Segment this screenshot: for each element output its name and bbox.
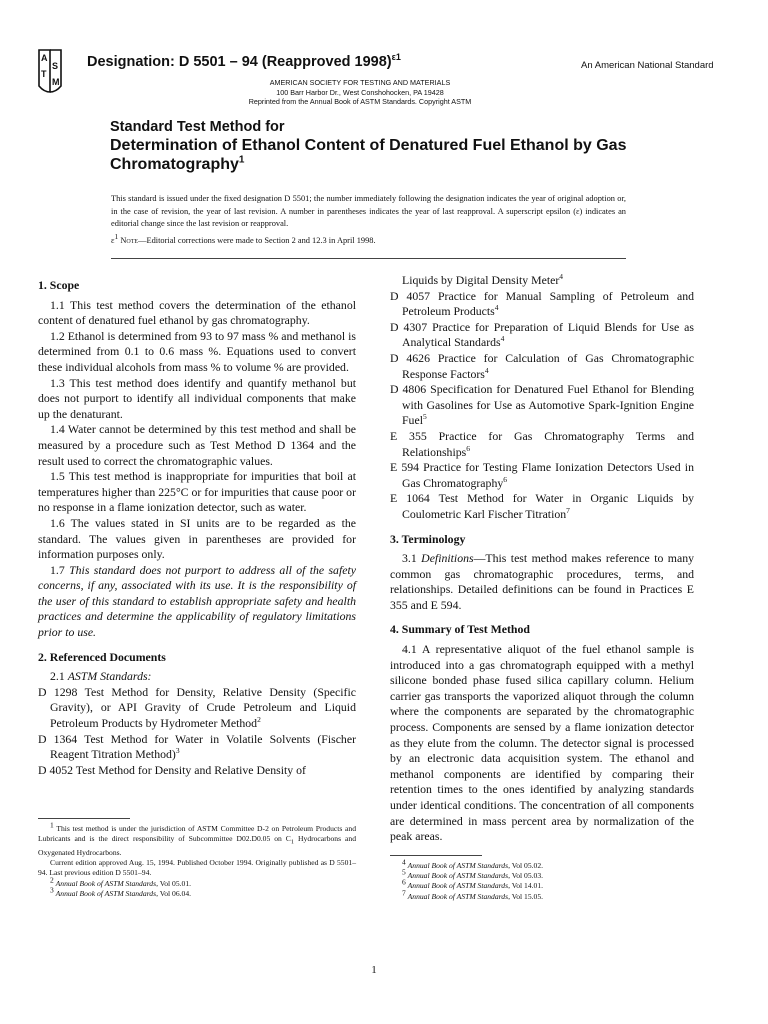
document-title: Standard Test Method for Determination of Ethanol Content of Denatured Fuel Ethanol by Gas Chromatography$^1$ <box>110 119 627 173</box>
paragraph-1-2: 1.2 Ethanol is determined from 93 to 97 mass % and methanol is determined from 0.1 to 0.6 mass %. Equations used to convert these individual alcohols from mass % to volume % are provided. <box>38 328 356 374</box>
paragraph-2-1: 2.1 ASTM Standards: <box>50 669 152 684</box>
footnote-2: $^2$ Annual Book of ASTM Standards, Vol 05.01. <box>50 875 192 888</box>
reference-d4626: D 4626 Practice for Calculation of Gas Chromatographic Response Factors$^4$ <box>390 350 694 381</box>
paragraph-3-1: 3.1 Definitions—This test method makes reference to many common gas chromatographic procedures, terms, and relationships. Detailed definitions can be found in Practices E 355 and E 594. <box>390 551 694 612</box>
footnotes-left <box>38 820 357 899</box>
section-heading-referenced-documents: 2. Referenced Documents <box>38 649 166 664</box>
national-standard-label: An American National Standard <box>581 60 714 71</box>
reference-d1364: D 1364 Test Method for Water in Volatile Solvents (Fischer Reagent Titration Method)$^3$ <box>38 731 356 762</box>
reference-d4057: D 4057 Practice for Manual Sampling of Petroleum and Petroleum Products$^4$ <box>390 288 694 319</box>
paragraph-1-3: 1.3 This test method does identify and quantify methanol but does not purport to identify all individual components that make up the denaturant. <box>38 375 356 421</box>
astm-logo <box>36 48 64 94</box>
section-heading-summary: 4. Summary of Test Method <box>390 622 530 637</box>
footnote-5: $^5$ Annual Book of ASTM Standards, Vol 05.03. <box>402 867 544 881</box>
designation: Designation: D 5501 – 94 (Reapproved 1998)$^{\varepsilon 1}$ <box>87 52 401 70</box>
footnote-7: $^7$ Annual Book of ASTM Standards, Vol 15.05. <box>402 888 544 901</box>
reference-d4806: D 4806 Specification for Denatured Fuel Ethanol for Blending with Gasolines for Use as Automotive Spark-Ignition Engine Fuel$^5$ <box>390 382 694 428</box>
header-divider <box>111 258 626 259</box>
reference-d1298: D 1298 Test Method for Density, Relative Density (Specific Gravity), or API Gravity of Crude Petroleum and Liquid Petroleum Products by Hydrometer Method$^2$ <box>38 684 356 731</box>
footnote-1: $^1$ This test method is under the jurisdiction of ASTM Committee D-2 on Petroleum Products and Lubricants and is the direct responsibility of Subcommittee D02.D0.05 on $C_1$ Hydrocarbons and Oxygenated Hydrocarbons. <box>38 820 357 857</box>
svg-text:M: M <box>52 77 60 87</box>
paragraph-1-6: 1.6 The values stated in SI units are to be regarded as the standard. The values given in parentheses are provided for information purposes only. <box>38 515 356 562</box>
reference-e1064: E 1064 Test Method for Water in Organic Liquids by Coulometric Karl Fischer Titration$^7$ <box>390 491 694 521</box>
svg-text:T: T <box>41 69 47 79</box>
paragraph-1-1: 1.1 This test method covers the determination of the ethanol content of denatured fuel ethanol by gas chromatography. <box>38 297 356 328</box>
footnote-3: $^3$ Annual Book of ASTM Standards, Vol 06.04. <box>50 885 192 898</box>
section-heading-scope: 1. Scope <box>38 278 80 292</box>
svg-text:S: S <box>52 61 59 71</box>
footnote-1-edition: Current edition approved Aug. 15, 1994. Published October 1994. Originally published as D 5501–94. Last previous edition D 5501–94. <box>38 858 356 878</box>
reference-e355: E 355 Practice for Gas Chromatography Terms and Relationships$^6$ <box>390 428 694 459</box>
paragraph-1-5: 1.5 This test method is inappropriate for impurities that boil at temperatures higher than 225°C or for impurities that cause poor or no response in a flame ionization detector, such as water. <box>38 469 356 515</box>
right-column <box>390 273 694 845</box>
issued-statement: This standard is issued under the fixed designation D 5501; the number immediately following the designation indicates the year of original adoption or, in the case of revision, the year of last revision. A number in parentheses indicates the year of last reapproval. A superscript epsilon (ε) indicates an editorial change since the last revision or reapproval. <box>111 194 626 229</box>
svg-text:A: A <box>41 53 48 63</box>
left-column <box>38 273 356 778</box>
page-number: 1 <box>371 964 377 976</box>
paragraph-1-7: 1.7 This standard does not purport to address all of the safety concerns, if any, associated with its use. It is the responsibility of the user of this standard to establish appropriate safety and health practices and determine the applicability of regulatory limitations prior to use. <box>38 562 356 640</box>
reference-e594: E 594 Practice for Testing Flame Ionization Detectors Used in Gas Chromatography$^6$ <box>390 460 694 490</box>
reference-d4052: D 4052 Test Method for Density and Relative Density of <box>38 762 306 777</box>
footnote-divider-right <box>390 855 482 856</box>
paragraph-4-1: 4.1 A representative aliquot of the fuel ethanol sample is introduced into a gas chromatograph equipped with a methyl silicone bonded phase fused silica capillary column. Helium carrier gas transports the vaporized aliquot through the column where the components are separated by the chromatographic process. Components are sensed by a flame ionization detector as they elute from the column. The detector signal is processed by an electronic data acquisition system. The ethanol and methanol components are identified by comparing their retention times to the ones identified by analyzing standards under identical conditions. The concentration of all components are determined in mass percent area by normalization of the peak areas. <box>390 642 694 844</box>
section-heading-terminology: 3. Terminology <box>390 531 466 546</box>
footnotes-right <box>390 857 694 902</box>
paragraph-1-4: 1.4 Water cannot be determined by this test method and shall be measured by a procedure such as Test Method D 1364 and the result used to correct the chromatographic values. <box>38 422 356 468</box>
society-address: AMERICAN SOCIETY FOR TESTING AND MATERIALS 100 Barr Harbor Dr., West Conshohocken, PA 19428 Reprinted from the Annual Book of ASTM Standards. Copyright ASTM <box>248 78 472 107</box>
footnote-6: $^6$ Annual Book of ASTM Standards, Vol 14.01. <box>402 877 544 891</box>
editorial-note: $\varepsilon^1$ Note—Editorial corrections were made to Section 2 and 12.3 in April 1998. <box>111 232 376 245</box>
footnote-divider-left <box>38 818 130 819</box>
reference-d4052-continued: Liquids by Digital Density Meter$^4$ <box>402 272 564 287</box>
footnote-4: $^4$ Annual Book of ASTM Standards, Vol 05.02. <box>402 857 544 870</box>
reference-d4307: D 4307 Practice for Preparation of Liquid Blends for Use as Analytical Standards$^4$ <box>390 319 694 350</box>
